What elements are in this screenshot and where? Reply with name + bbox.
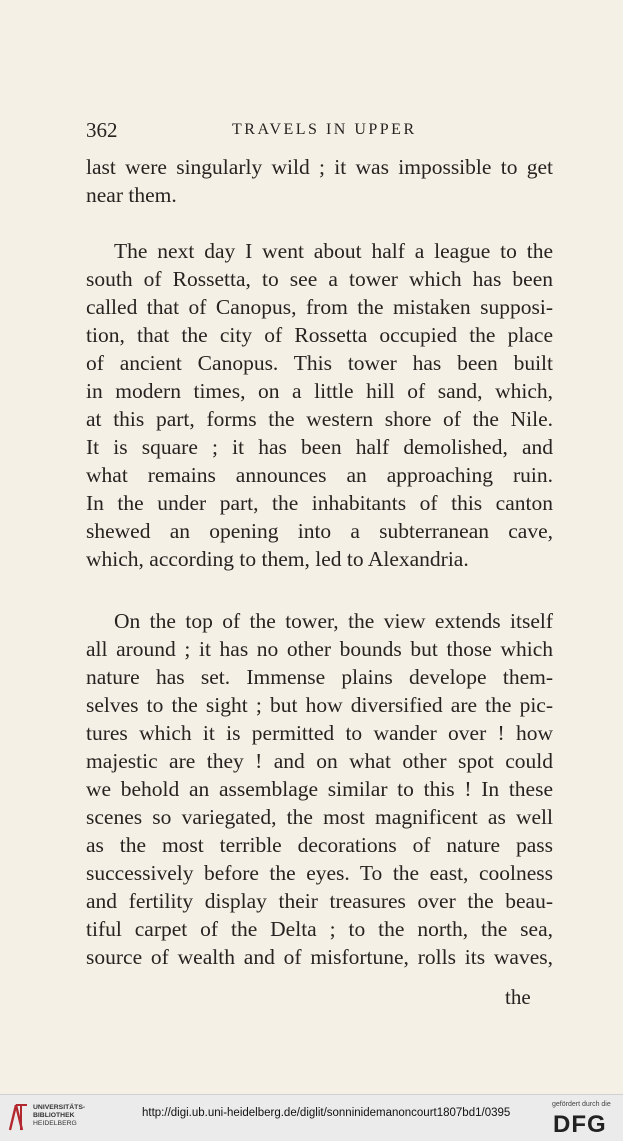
text-line: tion, that the city of Rossetta occupied the place bbox=[86, 323, 553, 347]
library-logo-icon bbox=[7, 1102, 29, 1132]
text-line: last were singularly wild ; it was impossible to get bbox=[86, 155, 553, 179]
text-line: in modern times, on a little hill of sand, which, bbox=[86, 379, 553, 403]
funding-note: gefördert durch die bbox=[552, 1101, 611, 1108]
dfg-logo: DFG bbox=[553, 1111, 607, 1138]
text-line: near them. bbox=[86, 183, 177, 207]
text-line: scenes so variegated, the most magnificent as well bbox=[86, 805, 553, 829]
text-line: On the top of the tower, the view extends itself bbox=[114, 609, 553, 633]
library-name: UNIVERSITÄTS- BIBLIOTHEK HEIDELBERG bbox=[33, 1104, 86, 1127]
text-line: majestic are they ! and on what other spot could bbox=[86, 749, 553, 773]
viewer-footer bbox=[0, 1094, 623, 1141]
permalink-url[interactable]: http://digi.ub.uni-heidelberg.de/diglit/sonninidemanoncourt1807bd1/0395 bbox=[142, 1107, 511, 1119]
catchword: the bbox=[505, 985, 531, 1009]
text-line: we behold an assemblage similar to this ! In these bbox=[86, 777, 553, 801]
text-line: called that of Canopus, from the mistaken supposi- bbox=[86, 295, 553, 319]
running-title: TRAVELS IN UPPER bbox=[232, 121, 417, 138]
text-line: source of wealth and of misfortune, rolls its waves, bbox=[86, 945, 553, 969]
text-line: shewed an opening into a subterranean cave, bbox=[86, 519, 553, 543]
text-line: which, according to them, led to Alexandria. bbox=[86, 547, 469, 571]
text-line: as the most terrible decorations of nature pass bbox=[86, 833, 553, 857]
text-line: south of Rossetta, to see a tower which has been bbox=[86, 267, 553, 291]
text-line: of ancient Canopus. This tower has been built bbox=[86, 351, 553, 375]
text-line: tiful carpet of the Delta ; to the north, the sea, bbox=[86, 917, 553, 941]
text-line: tures which it is permitted to wander over ! how bbox=[86, 721, 553, 745]
text-line: The next day I went about half a league to the bbox=[114, 239, 553, 263]
text-line: selves to the sight ; but how diversified are the pic- bbox=[86, 693, 553, 717]
text-line: what remains announces an approaching ruin. bbox=[86, 463, 553, 487]
text-line: nature has set. Immense plains develope them- bbox=[86, 665, 553, 689]
text-line: It is square ; it has been half demolished, and bbox=[86, 435, 553, 459]
text-line: successively before the eyes. To the east, coolness bbox=[86, 861, 553, 885]
text-line: In the under part, the inhabitants of this canton bbox=[86, 491, 553, 515]
page-number: 362 bbox=[86, 118, 118, 142]
text-line: and fertility display their treasures over the beau- bbox=[86, 889, 553, 913]
text-line: at this part, forms the western shore of the Nile. bbox=[86, 407, 553, 431]
text-line: all around ; it has no other bounds but those which bbox=[86, 637, 553, 661]
running-header bbox=[86, 114, 553, 144]
